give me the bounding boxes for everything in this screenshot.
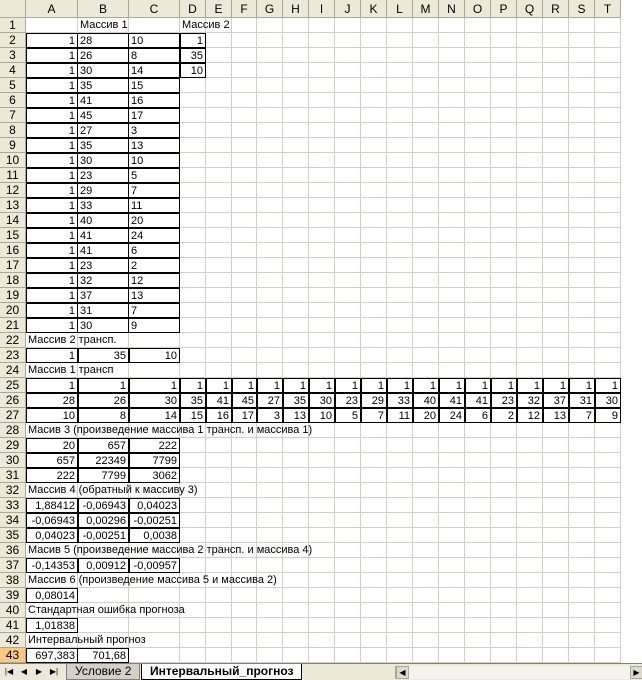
row-header[interactable]: 20: [0, 303, 26, 318]
column-header[interactable]: H: [283, 0, 309, 18]
cell[interactable]: 3: [129, 123, 180, 138]
cell[interactable]: 1: [26, 288, 78, 303]
cell[interactable]: 7: [361, 408, 387, 423]
column-header[interactable]: C: [129, 0, 180, 18]
column-header[interactable]: F: [232, 0, 257, 18]
row-header[interactable]: 3: [0, 48, 26, 63]
cell[interactable]: 1: [26, 93, 78, 108]
row-header[interactable]: 15: [0, 228, 26, 243]
row-header[interactable]: 38: [0, 573, 26, 588]
cell[interactable]: 1: [206, 378, 232, 393]
cell[interactable]: 10: [26, 408, 78, 423]
cell[interactable]: 30: [129, 393, 180, 408]
cell[interactable]: 1: [257, 378, 283, 393]
cell[interactable]: 15: [180, 408, 206, 423]
cell[interactable]: 11: [387, 408, 413, 423]
section-label[interactable]: Массив 1 трансп: [28, 364, 114, 376]
cell[interactable]: 31: [78, 303, 129, 318]
cell[interactable]: 1: [569, 378, 595, 393]
cell[interactable]: 20: [129, 213, 180, 228]
cell[interactable]: 3062: [129, 468, 180, 483]
cell[interactable]: 1: [26, 378, 78, 393]
row-header[interactable]: 31: [0, 468, 26, 483]
cell[interactable]: 23: [335, 393, 361, 408]
cell[interactable]: 31: [569, 393, 595, 408]
cell[interactable]: 5: [129, 168, 180, 183]
column-header[interactable]: G: [257, 0, 283, 18]
cell[interactable]: 14: [129, 408, 180, 423]
row-header[interactable]: 16: [0, 243, 26, 258]
row-header[interactable]: 35: [0, 528, 26, 543]
column-header[interactable]: R: [543, 0, 569, 18]
cell[interactable]: 35: [283, 393, 309, 408]
cell[interactable]: 8: [129, 48, 180, 63]
cell[interactable]: 1: [26, 273, 78, 288]
column-header[interactable]: L: [387, 0, 413, 18]
cell[interactable]: 8: [78, 408, 129, 423]
column-header[interactable]: Q: [517, 0, 543, 18]
cell[interactable]: 29: [78, 183, 129, 198]
gridline: [386, 18, 387, 663]
next-sheet-icon[interactable]: ▶: [35, 667, 43, 676]
gridline: [542, 18, 543, 663]
cell[interactable]: 28: [26, 393, 78, 408]
cell[interactable]: 20: [413, 408, 439, 423]
cell[interactable]: -0,14353: [26, 558, 78, 573]
cell[interactable]: 657: [26, 453, 78, 468]
cell[interactable]: 1,01838: [26, 618, 78, 633]
cell[interactable]: 5: [335, 408, 361, 423]
row-header[interactable]: 14: [0, 213, 26, 228]
cell[interactable]: 0,0038: [129, 528, 180, 543]
gridline: [360, 18, 361, 663]
row-header[interactable]: 34: [0, 513, 26, 528]
horizontal-scrollbar[interactable]: [395, 666, 642, 679]
cell[interactable]: 0,04023: [26, 528, 78, 543]
cell[interactable]: 10: [309, 408, 335, 423]
row-header[interactable]: 32: [0, 483, 26, 498]
column-header[interactable]: E: [206, 0, 232, 18]
cell[interactable]: 33: [387, 393, 413, 408]
cell[interactable]: 7799: [129, 453, 180, 468]
cell[interactable]: 30: [309, 393, 335, 408]
cell[interactable]: 26: [78, 48, 129, 63]
cell[interactable]: 30: [78, 153, 129, 168]
cell[interactable]: 30: [595, 393, 621, 408]
column-header[interactable]: J: [335, 0, 361, 18]
cell[interactable]: 0,00912: [78, 558, 129, 573]
cell[interactable]: 1: [26, 123, 78, 138]
cell[interactable]: 24: [129, 228, 180, 243]
column-header[interactable]: K: [361, 0, 387, 18]
cell[interactable]: 0,04023: [129, 498, 180, 513]
tab-interval-forecast[interactable]: Интервальный_прогноз: [141, 664, 302, 680]
cell[interactable]: 35: [78, 78, 129, 93]
cell[interactable]: 17: [129, 108, 180, 123]
cell[interactable]: 41: [439, 393, 465, 408]
cell[interactable]: 1: [78, 378, 129, 393]
row-header[interactable]: 12: [0, 183, 26, 198]
cell[interactable]: 35: [180, 48, 206, 63]
cell[interactable]: 0,08014: [26, 588, 78, 603]
cell[interactable]: 41: [465, 393, 491, 408]
cell[interactable]: 1: [26, 63, 78, 78]
cell[interactable]: 35: [78, 138, 129, 153]
gridline: [412, 18, 413, 663]
row-header[interactable]: 6: [0, 93, 26, 108]
cell[interactable]: 7: [129, 303, 180, 318]
cell[interactable]: 22349: [78, 453, 129, 468]
cell[interactable]: 1: [26, 243, 78, 258]
gridline: [516, 18, 517, 663]
cell[interactable]: 12: [517, 408, 543, 423]
gridline: [438, 18, 439, 663]
cell[interactable]: 13: [543, 408, 569, 423]
cell[interactable]: 20: [26, 438, 78, 453]
column-header[interactable]: T: [595, 0, 621, 18]
cell[interactable]: 24: [439, 408, 465, 423]
cell[interactable]: 30: [78, 318, 129, 333]
column-header[interactable]: N: [439, 0, 465, 18]
cell[interactable]: 1: [26, 108, 78, 123]
cell[interactable]: 1: [26, 78, 78, 93]
cell[interactable]: 1: [26, 258, 78, 273]
row-header[interactable]: 43: [0, 648, 26, 663]
last-sheet-icon[interactable]: ▶|: [49, 667, 59, 676]
cell[interactable]: 1: [335, 378, 361, 393]
cell[interactable]: 1: [595, 378, 621, 393]
cell[interactable]: 28: [78, 33, 129, 48]
row-header[interactable]: 11: [0, 168, 26, 183]
cell[interactable]: 13: [129, 138, 180, 153]
row-header[interactable]: 17: [0, 258, 26, 273]
cell[interactable]: 1: [129, 378, 180, 393]
label-massiv-2[interactable]: Массив 2: [182, 19, 230, 31]
column-header[interactable]: I: [309, 0, 335, 18]
column-header[interactable]: P: [491, 0, 517, 18]
cell[interactable]: 6: [465, 408, 491, 423]
row-header[interactable]: 8: [0, 123, 26, 138]
section-label[interactable]: Массив 4 (обратный к массиву 3): [28, 484, 198, 496]
cell[interactable]: 1: [387, 378, 413, 393]
row-header[interactable]: 24: [0, 363, 26, 378]
cell[interactable]: 697,383: [26, 648, 78, 663]
gridline: [490, 18, 491, 663]
cell[interactable]: 16: [206, 408, 232, 423]
cell[interactable]: 27: [257, 393, 283, 408]
column-header[interactable]: O: [465, 0, 491, 18]
cell[interactable]: 1: [26, 198, 78, 213]
row-header[interactable]: 42: [0, 633, 26, 648]
cell[interactable]: 1: [491, 378, 517, 393]
cell[interactable]: 1: [26, 213, 78, 228]
cell[interactable]: 1: [543, 378, 569, 393]
cell[interactable]: 222: [129, 438, 180, 453]
cell[interactable]: 32: [517, 393, 543, 408]
row-header[interactable]: 4: [0, 63, 26, 78]
label-massiv-1[interactable]: Массив 1: [80, 19, 128, 31]
column-header[interactable]: M: [413, 0, 439, 18]
cell[interactable]: 15: [129, 78, 180, 93]
row-header[interactable]: 25: [0, 378, 26, 393]
scroll-right-icon[interactable]: ▶: [630, 666, 642, 679]
cell[interactable]: 41: [78, 93, 129, 108]
cell[interactable]: 1: [26, 183, 78, 198]
cell[interactable]: 1,88412: [26, 498, 78, 513]
cell[interactable]: 41: [78, 243, 129, 258]
cell[interactable]: -0,00957: [129, 558, 180, 573]
row-header[interactable]: 21: [0, 318, 26, 333]
cell[interactable]: 40: [78, 213, 129, 228]
cell[interactable]: 1: [26, 33, 78, 48]
row-header[interactable]: 19: [0, 288, 26, 303]
cell[interactable]: 40: [413, 393, 439, 408]
cell[interactable]: 23: [491, 393, 517, 408]
row-header[interactable]: 33: [0, 498, 26, 513]
cell[interactable]: 6: [129, 243, 180, 258]
cell[interactable]: 29: [361, 393, 387, 408]
cell[interactable]: 27: [78, 123, 129, 138]
column-header[interactable]: S: [569, 0, 595, 18]
row-header[interactable]: 1: [0, 18, 26, 33]
cell[interactable]: 14: [129, 63, 180, 78]
cell[interactable]: 0,00296: [78, 513, 129, 528]
row-header[interactable]: 23: [0, 348, 26, 363]
cell[interactable]: 16: [129, 93, 180, 108]
row-header[interactable]: 36: [0, 543, 26, 558]
tab-condition-2[interactable]: Условие 2: [66, 664, 140, 680]
cell[interactable]: 45: [78, 108, 129, 123]
cell[interactable]: 45: [232, 393, 257, 408]
section-label[interactable]: Массив 6 (произведение массива 5 и массива 2): [28, 574, 277, 586]
cell[interactable]: 13: [129, 288, 180, 303]
cell[interactable]: 1: [180, 378, 206, 393]
cell[interactable]: 1: [26, 168, 78, 183]
row-header[interactable]: 37: [0, 558, 26, 573]
gridline: [334, 18, 335, 663]
cell[interactable]: 10: [180, 63, 206, 78]
first-sheet-icon[interactable]: |◀: [4, 667, 14, 676]
cell[interactable]: -0,06943: [26, 513, 78, 528]
scroll-left-icon[interactable]: ◀: [396, 666, 409, 679]
gridline: [594, 18, 595, 663]
cell[interactable]: 1: [180, 33, 206, 48]
cell[interactable]: 1: [361, 378, 387, 393]
cell[interactable]: 2: [491, 408, 517, 423]
gridline: [464, 18, 465, 663]
cell[interactable]: 1: [517, 378, 543, 393]
cell[interactable]: 33: [78, 198, 129, 213]
cell[interactable]: 41: [206, 393, 232, 408]
cell[interactable]: 1: [413, 378, 439, 393]
row-header[interactable]: 18: [0, 273, 26, 288]
select-all-corner[interactable]: [0, 0, 26, 18]
cell[interactable]: 7799: [78, 468, 129, 483]
cell[interactable]: 35: [180, 393, 206, 408]
row-header[interactable]: 22: [0, 333, 26, 348]
column-header[interactable]: A: [26, 0, 78, 18]
cell[interactable]: 701,68: [78, 648, 129, 663]
row-header[interactable]: 29: [0, 438, 26, 453]
cell[interactable]: 1: [26, 48, 78, 63]
cell[interactable]: 35: [78, 348, 129, 363]
row-header[interactable]: 39: [0, 588, 26, 603]
row-header[interactable]: 27: [0, 408, 26, 423]
cell[interactable]: 1: [283, 378, 309, 393]
row-header[interactable]: 7: [0, 108, 26, 123]
section-label[interactable]: Масив 5 (произведение массива 2 трансп. и массива 4): [28, 544, 313, 556]
cell[interactable]: 41: [78, 228, 129, 243]
cell[interactable]: 9: [595, 408, 621, 423]
row-header[interactable]: 2: [0, 33, 26, 48]
cell[interactable]: 1: [26, 153, 78, 168]
cell[interactable]: 11: [129, 198, 180, 213]
row-header[interactable]: 28: [0, 423, 26, 438]
row-header[interactable]: 26: [0, 393, 26, 408]
row-header[interactable]: 41: [0, 618, 26, 633]
row-header[interactable]: 30: [0, 453, 26, 468]
cell[interactable]: 13: [283, 408, 309, 423]
cell[interactable]: 1: [26, 318, 78, 333]
row-header[interactable]: 5: [0, 78, 26, 93]
cell[interactable]: -0,00251: [129, 513, 180, 528]
gridline: [568, 18, 569, 663]
sheet-tab-bar: [0, 663, 642, 680]
cell[interactable]: 7: [129, 183, 180, 198]
row-header[interactable]: 10: [0, 153, 26, 168]
cell[interactable]: -0,06943: [78, 498, 129, 513]
row-header[interactable]: 40: [0, 603, 26, 618]
cell[interactable]: 3: [257, 408, 283, 423]
cell[interactable]: 657: [78, 438, 129, 453]
cell[interactable]: 10: [129, 33, 180, 48]
cell[interactable]: 222: [26, 468, 78, 483]
cell[interactable]: 1: [309, 378, 335, 393]
column-header[interactable]: B: [78, 0, 129, 18]
cell[interactable]: 17: [232, 408, 257, 423]
cell[interactable]: 1: [26, 138, 78, 153]
cell[interactable]: 26: [78, 393, 129, 408]
cell[interactable]: 37: [543, 393, 569, 408]
section-label[interactable]: Интервальный прогноз: [28, 634, 146, 646]
cell[interactable]: 9: [129, 318, 180, 333]
gridline: [620, 18, 621, 663]
cell[interactable]: -0,00251: [78, 528, 129, 543]
cell[interactable]: 10: [129, 153, 180, 168]
cell[interactable]: 37: [78, 288, 129, 303]
cell[interactable]: 1: [465, 378, 491, 393]
section-label[interactable]: Стандартная ошибка прогноза: [28, 604, 185, 616]
cell[interactable]: 30: [78, 63, 129, 78]
cell[interactable]: 1: [26, 348, 78, 363]
prev-sheet-icon[interactable]: ◀: [20, 667, 28, 676]
column-header[interactable]: D: [180, 0, 206, 18]
row-header[interactable]: 9: [0, 138, 26, 153]
cell[interactable]: 2: [129, 258, 180, 273]
cell[interactable]: 1: [439, 378, 465, 393]
cell[interactable]: 23: [78, 258, 129, 273]
cell[interactable]: 7: [569, 408, 595, 423]
cell[interactable]: 23: [78, 168, 129, 183]
section-label[interactable]: Массив 2 трансп.: [28, 334, 117, 346]
cell[interactable]: 32: [78, 273, 129, 288]
section-label[interactable]: Масив 3 (произведение массива 1 трансп. и массива 1): [28, 424, 313, 436]
cell[interactable]: 12: [129, 273, 180, 288]
cell[interactable]: 1: [232, 378, 257, 393]
cell[interactable]: 10: [129, 348, 180, 363]
cell[interactable]: 1: [26, 228, 78, 243]
cell[interactable]: 1: [26, 303, 78, 318]
row-header[interactable]: 13: [0, 198, 26, 213]
